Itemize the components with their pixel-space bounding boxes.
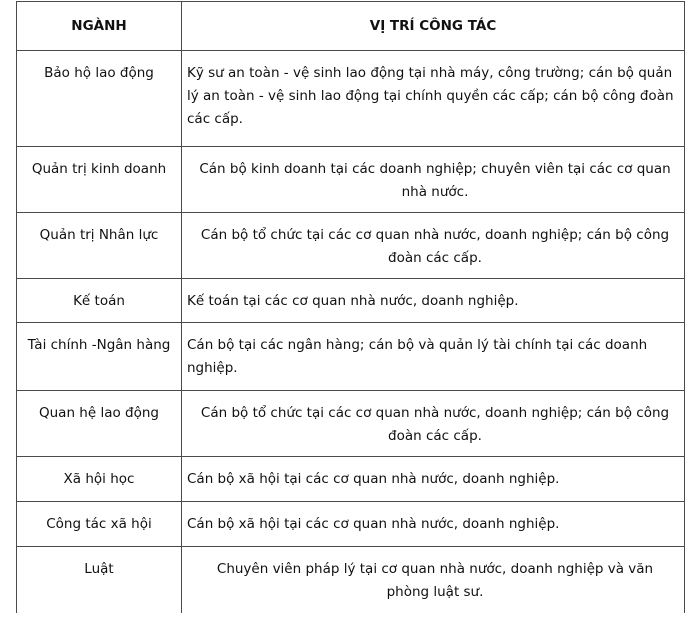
major-cell: Xã hội học [17,457,182,502]
header-major: NGÀNH [17,2,182,51]
major-cell: Công tác xã hội [17,502,182,547]
table-row [17,213,685,279]
position-cell: Kế toán tại các cơ quan nhà nước, doanh nghiệp. [182,279,685,323]
position-cell: Cán bộ tổ chức tại các cơ quan nhà nước, doanh nghiệp; cán bộ công đoàn các cấp. [182,391,685,457]
major-cell: Quan hệ lao động [17,391,182,457]
position-cell: Kỹ sư an toàn - vệ sinh lao động tại nhà máy, công trường; cán bộ quản lý an toàn - vệ sinh lao động tại chính quyền các cấp; cán bộ công đoàn các cấp. [182,51,685,147]
table-row [17,547,685,613]
position-cell: Cán bộ kinh doanh tại các doanh nghiệp; chuyên viên tại các cơ quan nhà nước. [182,147,685,213]
table-row [17,457,685,502]
major-cell: Tài chính -Ngân hàng [17,323,182,391]
position-cell: Cán bộ tổ chức tại các cơ quan nhà nước, doanh nghiệp; cán bộ công đoàn các cấp. [182,213,685,279]
careers-table [16,1,685,613]
table-row [17,502,685,547]
table-row [17,147,685,213]
position-cell: Cán bộ xã hội tại các cơ quan nhà nước, doanh nghiệp. [182,457,685,502]
table-row [17,279,685,323]
position-cell: Cán bộ tại các ngân hàng; cán bộ và quản lý tài chính tại các doanh nghiệp. [182,323,685,391]
table-row [17,391,685,457]
header-position: VỊ TRÍ CÔNG TÁC [182,2,685,51]
table-row [17,51,685,147]
table-header-row [17,2,685,51]
table-row [17,323,685,391]
position-cell: Chuyên viên pháp lý tại cơ quan nhà nước, doanh nghiệp và văn phòng luật sư. [182,547,685,613]
position-cell: Cán bộ xã hội tại các cơ quan nhà nước, doanh nghiệp. [182,502,685,547]
major-cell: Bảo hộ lao động [17,51,182,147]
major-cell: Quản trị kinh doanh [17,147,182,213]
major-cell: Kế toán [17,279,182,323]
major-cell: Quản trị Nhân lực [17,213,182,279]
major-cell: Luật [17,547,182,613]
